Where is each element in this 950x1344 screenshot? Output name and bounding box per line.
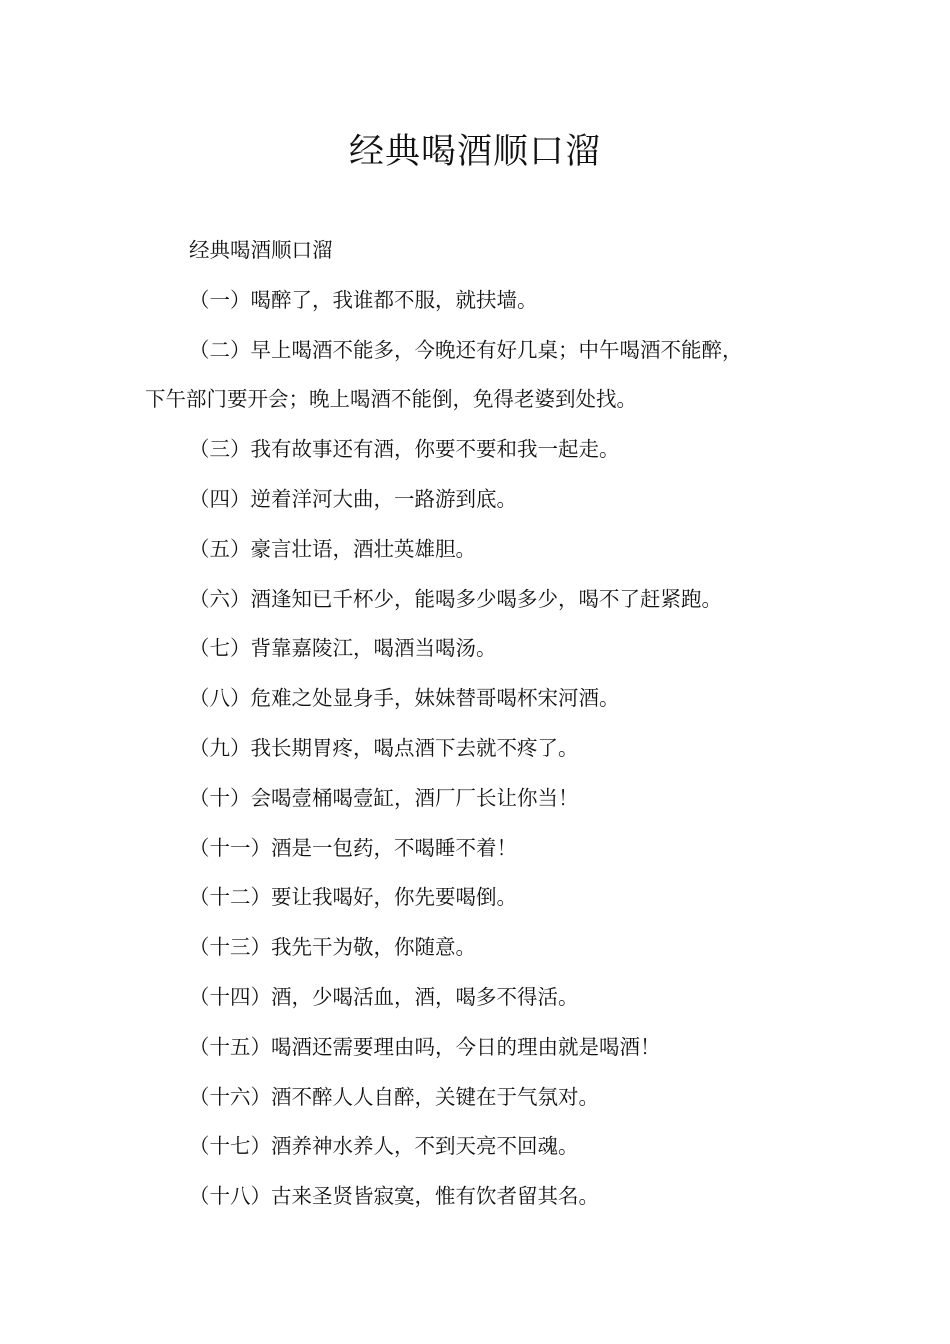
paragraph-7: （七）背靠嘉陵江，喝酒当喝汤。 [189,636,497,661]
subtitle-paragraph: 经典喝酒顺口溜 [189,238,333,262]
paragraph-2-line-1: （二）早上喝酒不能多，今晚还有好几桌；中午喝酒不能醉， [189,337,743,362]
paragraph-5: （五）豪言壮语，酒壮英雄胆。 [189,536,476,561]
paragraph-1: （一）喝醉了，我谁都不服，就扶墙。 [189,287,538,312]
paragraph-2 [145,326,815,426]
paragraph-17: （十七）酒养神水养人，不到天亮不回魂。 [189,1134,579,1159]
paragraph-2-line-2: 下午部门要开会；晚上喝酒不能倒，免得老婆到处找。 [145,387,637,412]
paragraph-18: （十八）古来圣贤皆寂寞，惟有饮者留其名。 [189,1184,599,1209]
paragraph-4: （四）逆着洋河大曲，一路游到底。 [189,486,517,511]
paragraph-16: （十六）酒不醉人人自醉，关键在于气氛对。 [189,1084,599,1109]
paragraph-10: （十）会喝壹桶喝壹缸，酒厂厂长让你当！ [189,785,579,810]
paragraph-11: （十一）酒是一包药，不喝睡不着！ [189,835,517,860]
paragraph-3: （三）我有故事还有酒，你要不要和我一起走。 [189,437,620,462]
paragraph-15: （十五）喝酒还需要理由吗，今日的理由就是喝酒！ [189,1034,661,1059]
document-title: 经典喝酒顺口溜 [348,132,601,172]
document-body [145,226,815,1222]
paragraph-8: （八）危难之处显身手，妹妹替哥喝杯宋河酒。 [189,686,620,711]
paragraph-12: （十二）要让我喝好，你先要喝倒。 [189,885,517,910]
paragraph-14: （十四）酒，少喝活血，酒，喝多不得活。 [189,984,579,1009]
paragraph-6: （六）酒逢知已千杯少，能喝多少喝多少，喝不了赶紧跑。 [189,586,722,611]
paragraph-13: （十三）我先干为敬，你随意。 [189,935,476,960]
paragraph-9: （九）我长期胃疼，喝点酒下去就不疼了。 [189,735,579,760]
